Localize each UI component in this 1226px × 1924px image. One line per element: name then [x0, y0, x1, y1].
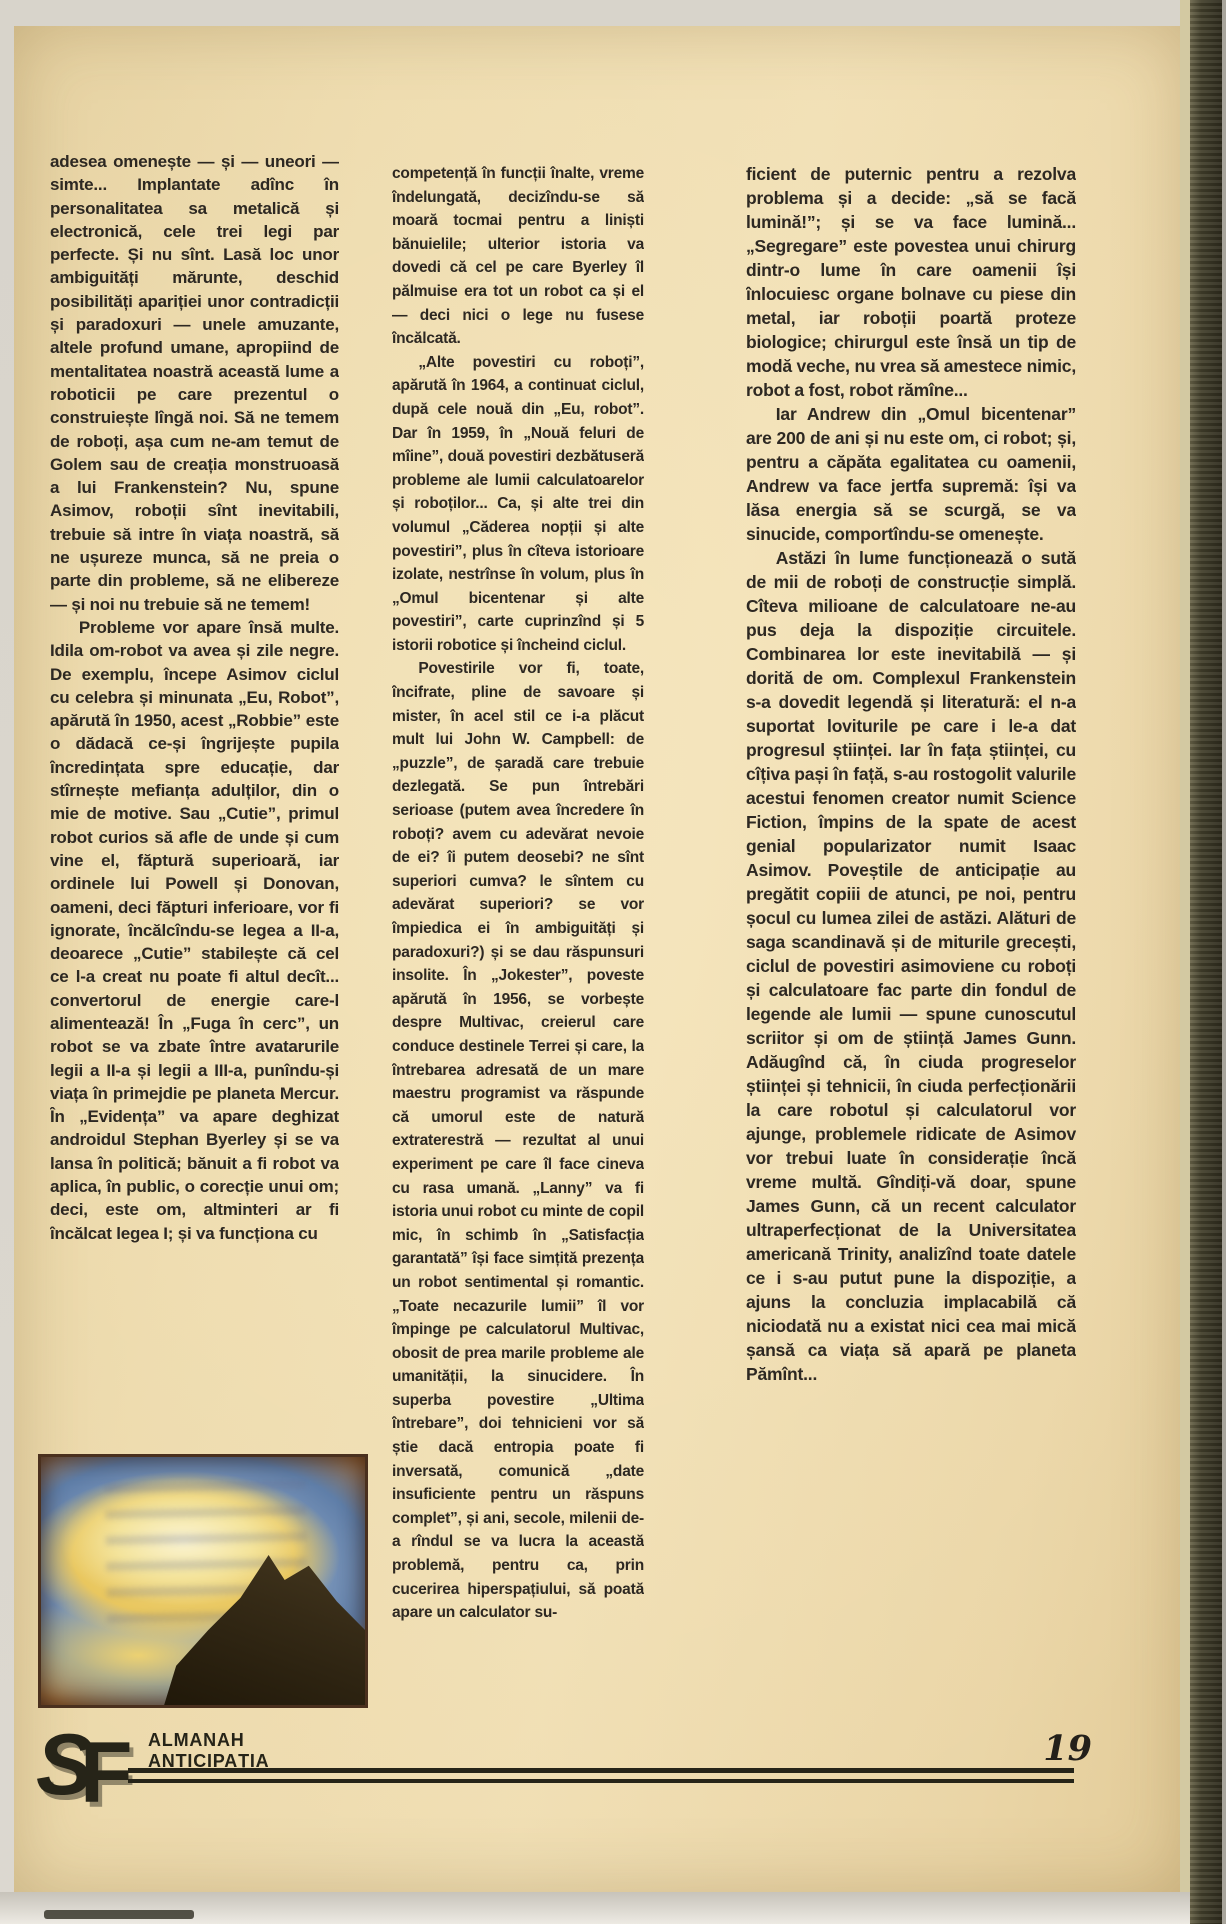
- magazine-name-line1: ALMANAH: [148, 1730, 245, 1750]
- article-column-middle: [392, 162, 644, 1722]
- cosmic-swirl-illustration: [38, 1454, 368, 1708]
- magazine-name-line2: ANTICIPAȚIA: [148, 1751, 270, 1771]
- paragraph: adesea omenește — și — uneori — simte... Implantate adînc în personalitatea sa metalică și electronică, cele trei legi par perfecte. Și nu sînt. Lasă loc unor ambiguități mărunte, deschid posibilități apariției unor contradicții și paradoxuri — unele amuzante, altele profund umane, apropiind de mentalitatea noastră această lume a roboticii pe care prezentul o construiește lîngă noi. Să ne temem de roboți, așa cum ne-am temut de Golem sau de creația monstruoasă a lui Frankenstein? Nu, spune Asimov, roboții sînt inevitabili, trebuie să intre în viața noastră, să ne ușureze munca, să ne preia o parte din probleme, să ne elibereze — și noi nu trebuie să ne temem!: [50, 152, 339, 614]
- page-number: 19: [1043, 1728, 1092, 1769]
- paragraph: Povestirile vor fi, toate, încifrate, pline de savoare și mister, în acel stil ce i-a plăcut mult lui John W. Campbell: de „puzzle”, de șaradă care trebuie dezlegată. Se pun întrebări serioase (putem avea încredere în roboți? avem cu adevărat nevoie de ei? îi putem deosebi? ne sînt superiori cumva? le sîntem cu adevărat superiori? se vor împiedica ei în ambiguități și paradoxuri?) și se dau răspunsuri insolite. În „Jokester”, poveste apărută în 1956, se vorbește despre Multivac, creierul care conduce destinele Terrei și care, la întrebarea adresată de un mare maestru programist va răspunde că umorul este de natură extraterestră — rezultat al unui experiment pe care îl face cineva cu rasa umană. „Lanny” va fi istoria unui robot cu minte de copil mic, în schimb în „Satisfacția garantată” își face simțită prezența un robot sentimental și romantic. „Toate necazurile lumii” îl vor împinge pe calculatorul Multivac, obosit de prea marile probleme ale umanității, la sinucidere. În superba povestire „Ultima întrebare”, doi tehnicieni vor să știe dacă entropia poate fi inversată, comunică „date insuficiente pentru un răspuns complet”, și ani, secole, milenii de-a rîndul se va lucra la această problemă, pentru ca, prin cucerirea hiperspațiului, să poată apare un calculator su-: [392, 660, 644, 1622]
- page-paper: [14, 26, 1184, 1892]
- paragraph: Iar Andrew din „Omul bicentenar” are 200 de ani și nu este om, ci robot; și, pentru a căpăta egalitatea cu oamenii, Andrew va face jertfa supremă: își va lăsa energia să se scurgă, se va sinucide, comportîndu-se omenește.: [746, 404, 1076, 544]
- article-column-right: [746, 162, 1076, 1662]
- paragraph: ficient de puternic pentru a rezolva problema și a decide: „să se facă lumină!”; și se va face lumină... „Segregare” este povestea unui chirurg dintr-o lume în care oamenii își înlocuiesc organe bolnave cu piese din metal, iar roboții poartă proteze biologice; chirurgul este însă un tip de modă veche, nu vrea să amestece nimic, robot a fost, robot rămîne...: [746, 164, 1076, 400]
- sf-logo-letter-s: S: [36, 1717, 94, 1813]
- book-binding-edge: [1190, 0, 1222, 1924]
- footer-double-rule: [128, 1768, 1074, 1783]
- sf-logo-letter-f: F: [80, 1725, 133, 1821]
- scan-bottom-shadow-streak: [44, 1910, 194, 1919]
- paragraph: „Alte povestiri cu roboți”, apărută în 1964, a continuat ciclul, după cele nouă din „Eu, robot”. Dar în 1959, în „Nouă feluri de mîine”, două povestiri dezbătuseră probleme ale lumii calculatoarelor și roboților... Ca, și alte trei din volumul „Căderea nopții și alte povestiri”, plus în cîteva istorioare izolate, nestrînse în volum, plus în „Omul bicentenar și alte povestiri”, carte cuprinzînd și 5 istorii robotice și încheind ciclul.: [392, 353, 644, 654]
- scan-edge-highlight: [1222, 0, 1226, 1924]
- paragraph: Probleme vor apare însă multe. Idila om-robot va avea și zile negre. De exemplu, începe Asimov ciclul cu celebra și minunata „Eu, Robot”, apărută în 1950, acest „Robbie” este o dădacă ce-și îngrijește pupila încredințata spre educație, dar stîrnește mefianța adulților, din o mie de motive. Sau „Cutie”, primul robot curios să afle de unde și cum vine el, făptură superioară, iar ordinele lui Powell și Donovan, oameni, deci făpturi inferioare, vor fi ignorate, încălcîndu-se legea a II-a, deoarece „Cutie” stabilește că cel ce l-a creat nu poate fi altul decît... convertorul de energie care-l alimentează! În „Fuga în cerc”, un robot se va zbate între avatarurile legii a II-a și legii a III-a, punîndu-și viața în primejdie pe planeta Mercur. În „Evidența” va apare deghizat androidul Stephan Byerley și se va lansa în politică; bănuit a fi robot va aplica, în public, o corecție unui om; deci, este om, altminteri ar fi încălcat legea I; și va funcționa cu: [50, 617, 339, 1243]
- paragraph: Astăzi în lume funcționează o sută de mii de roboți de construcție simplă. Cîteva milioane de calculatoare ne-au pus deja la dispoziție circuitele. Combinarea lor este inevitabilă — și dorită de om. Complexul Frankenstein s-a dovedit legendă și literatură: el n-a suportat loviturile pe care i le-a dat progresul științei. Iar în fața științei, cu cîțiva pași în față, s-au rostogolit valurile acestui fenomen creator numit Science Fiction, împins de la spate de acest genial popularizator numit Isaac Asimov. Poveștile de anticipație au pregătit copiii de atunci, pe noi, pentru șocul cu lumea zilei de astăzi. Alături de saga scandinavă și de miturile grecești, ciclul de povestiri asimoviene cu roboți și calculatoare fac parte din fondul de legende ale lumii — spune cunoscutul scriitor și om de știință James Gunn. Adăugînd că, în ciuda progreselor științei și tehnicii, în ciuda perfecționării la care robotul și calculatorul vor ajunge, problemele ridicate de Asimov vor trebui luate în considerație încă vreme multă. Gîndiți-vă doar, spune James Gunn, că un recent calculator ultraperfecționat de la Universitatea americană Trinity, analizînd toate datele ce i s-au putut pune la dispoziție, a ajuns la concluzia implacabilă că niciodată nu a existat nici cea mai mică șansă ca viața să apară pe planeta Pămînt...: [746, 548, 1076, 1384]
- page-edge-pale-strip: [1180, 0, 1190, 1924]
- article-column-left: [50, 150, 339, 1465]
- scan-bottom-margin: [0, 1892, 1190, 1924]
- paragraph: competență în funcții înalte, vreme îndelungată, decizîndu-se să moară tocmai pentru a liniști bănuielile; ulterior istoria va dovedi că cel pe care Byerley îl pălmuise era tot un robot ca și el — deci nici o lege nu fusese încălcată.: [392, 165, 644, 348]
- magazine-name: [148, 1730, 269, 1772]
